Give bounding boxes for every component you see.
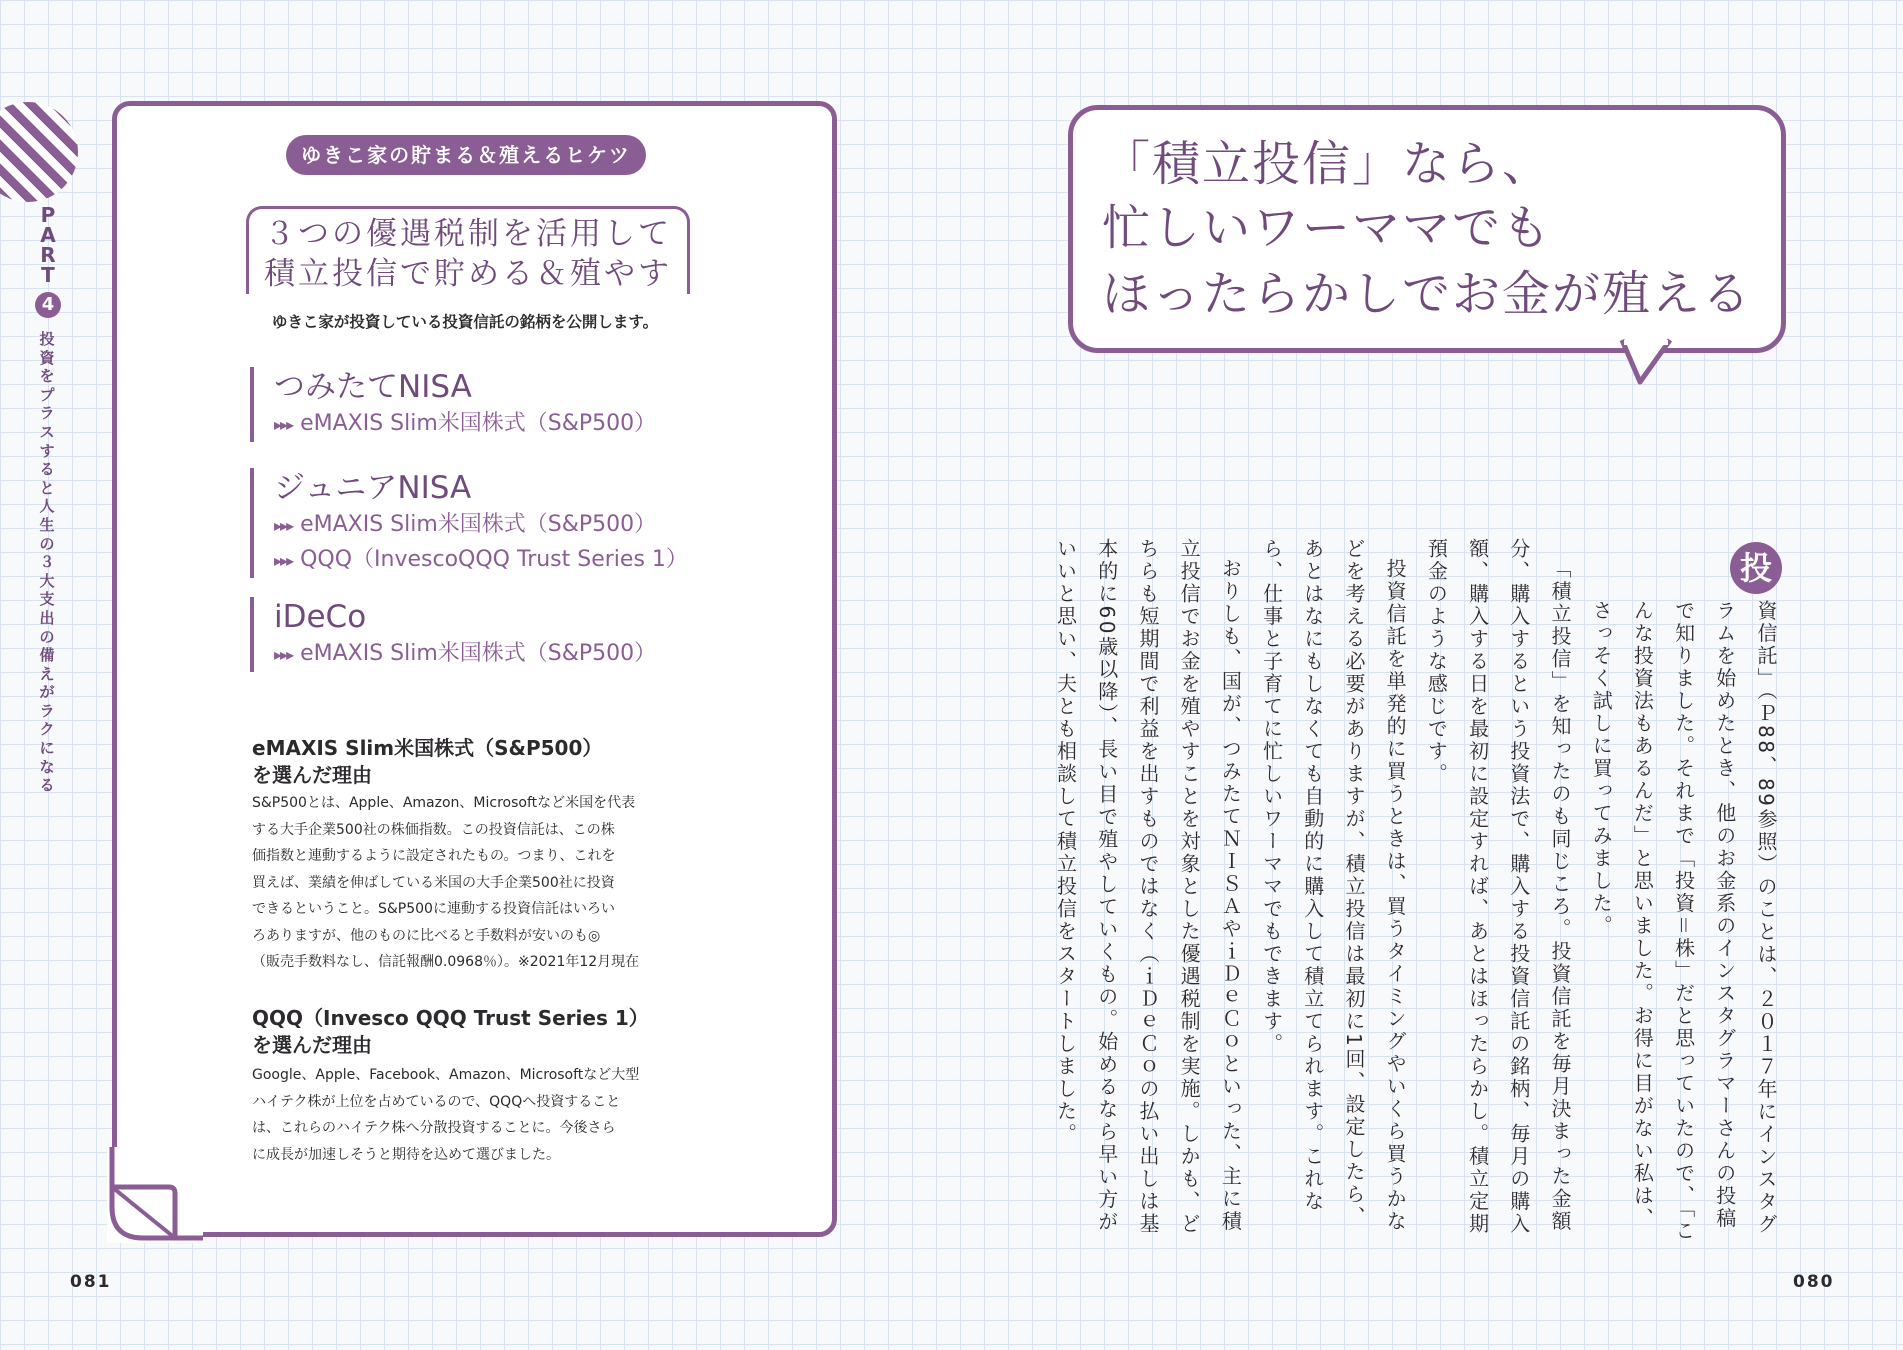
- fund-item: [274, 637, 656, 672]
- reason-body-line: （販売手数料なし、信託報酬0.0968％）。※2021年12月現在: [252, 954, 640, 970]
- fund-item: [274, 407, 656, 442]
- reason-title-sp500: [252, 735, 602, 789]
- folded-corner-decoration: [107, 1147, 203, 1243]
- reason-title-line: を選んだ理由: [252, 763, 372, 787]
- fund-block-tsumitate-nisa: [250, 367, 656, 442]
- reason-title-line: を選んだ理由: [252, 1033, 372, 1057]
- reason-body-line: できるということ。S&P500に連動する投資信託はいろい: [252, 901, 615, 917]
- fund-item-label: QQQ（InvescoQQQ Trust Series 1）: [300, 547, 688, 572]
- fund-block-ideco: [250, 597, 656, 672]
- reason-body-line: 価指数と連動するように設定されたもの。つまり、これを: [252, 848, 616, 864]
- reason-body-qqq: [252, 1062, 692, 1168]
- body-paragraph: おりしも、国が、つみたてＮＩＳＡやｉＤｅＣｏといった、主に積立投信でお金を殖やすことを対象とした優遇税制を実施。しかも、どちらも短期間で利益を出すものではなく（ｉＤｅＣｏの払い出しは基本的に60歳以降）、長い目で殖やしていくもの。始めるなら早い方がいいと思い、夫とも相談して積立投信をスタートしました。: [1053, 538, 1243, 1236]
- reason-body-sp500: [252, 790, 692, 976]
- part-title: 投資をプラスすると人生の３大支出の備えがラクになる: [39, 330, 55, 795]
- card-heading-line-2: 積立投信で貯める＆殖やす: [264, 256, 672, 292]
- card-subheading: ゆきこ家が投資している投資信託の銘柄を公開します。: [271, 313, 659, 331]
- reason-body-line: ろありますが、他のものに比べると手数料が安いのも◎: [252, 927, 601, 944]
- fund-block-junior-nisa: [250, 468, 688, 578]
- body-paragraph: 投資信託を単発的に買うときは、買うタイミングやいくら買うかなどを考える必要がありますが、積立投信は最初に1回、設定したら、あとはなにもしなくても自動的に購入して積立てられます。これなら、仕事と子育てに忙しいワーママでもできます。: [1259, 538, 1408, 1233]
- fund-title: ジュニアNISA: [274, 470, 472, 506]
- fund-item-label: eMAXIS Slim米国株式（S&P500）: [300, 641, 657, 666]
- reason-body-line: に成長が加速しそうと期待を込めて選びました。: [252, 1146, 560, 1163]
- triple-arrow-icon: ▸▸▸: [274, 551, 293, 570]
- headline-line-2: 忙しいワーママでも: [1102, 200, 1553, 256]
- headline-line-3: ほったらかしでお金が殖える: [1102, 266, 1753, 322]
- card-heading-line-1: ３つの優遇税制を活用して: [264, 216, 672, 252]
- triple-arrow-icon: ▸▸▸: [274, 645, 293, 664]
- body-paragraph: 「積立投信」を知ったのも同じころ。投資信託を毎月決まった金額分、購入するという投資法で、購入する投資信託の銘柄、毎月の購入額、購入する日を最初に設定すれば、あとはほったらかし。積立定期預金のような感じです。: [1424, 538, 1572, 1236]
- triple-arrow-icon: ▸▸▸: [274, 415, 293, 434]
- vertical-body-text: [1053, 538, 1786, 1248]
- triple-arrow-icon: ▸▸▸: [274, 516, 293, 535]
- headline-line-1: 「積立投信」なら、: [1102, 136, 1553, 192]
- body-paragraph: 資信託」（Ｐ88、89参照）のことは、２０１７年にインスタグラムを始めたとき、他のお金系のインスタグラマーさんの投稿で知りました。それまで「投資＝株」だと思っていたので、「こんな投資法もあるんだ」と思いました。お得に目がない私は、さっそく試しに買ってみました。: [1589, 600, 1778, 1243]
- striped-circle-decoration: [0, 102, 78, 202]
- reason-body-line: 買えば、業績を伸ばしている米国の大手企業500社に投資: [252, 874, 615, 891]
- fund-title: つみたてNISA: [274, 369, 472, 405]
- reason-title-qqq: [252, 1005, 649, 1059]
- reason-body-line: は、これらのハイテク株へ分散投資することに。今後さら: [252, 1120, 616, 1136]
- dropcap: 投: [1730, 542, 1782, 594]
- part-number-badge: 4: [35, 292, 61, 318]
- reason-body-line: S&P500とは、Apple、Amazon、Microsoftなど米国を代表: [252, 795, 636, 811]
- page-number-right: 080: [1793, 1272, 1835, 1292]
- fund-item-label: eMAXIS Slim米国株式（S&P500）: [300, 411, 657, 436]
- part-label: PART: [40, 203, 56, 287]
- fund-title: iDeCo: [274, 599, 367, 635]
- section-pill-label: ゆきこ家の貯まる＆殖えるヒケツ: [286, 135, 646, 175]
- reason-title-line: QQQ（Invesco QQQ Trust Series 1）: [252, 1006, 649, 1030]
- fund-item: [274, 543, 688, 578]
- speech-bubble-tail: [1618, 340, 1678, 388]
- reason-body-line: Google、Apple、Facebook、Amazon、Microsoftなど大型: [252, 1067, 640, 1083]
- page-number-left: 081: [70, 1272, 112, 1292]
- fund-item-label: eMAXIS Slim米国株式（S&P500）: [300, 512, 657, 537]
- reason-title-line: eMAXIS Slim米国株式（S&P500）: [252, 736, 603, 760]
- fund-item: [274, 508, 688, 543]
- reason-body-line: する大手企業500社の株価指数。この投資信託は、この株: [252, 821, 615, 838]
- reason-body-line: ハイテク株が上位を占めているので、QQQへ投資すること: [252, 1093, 621, 1110]
